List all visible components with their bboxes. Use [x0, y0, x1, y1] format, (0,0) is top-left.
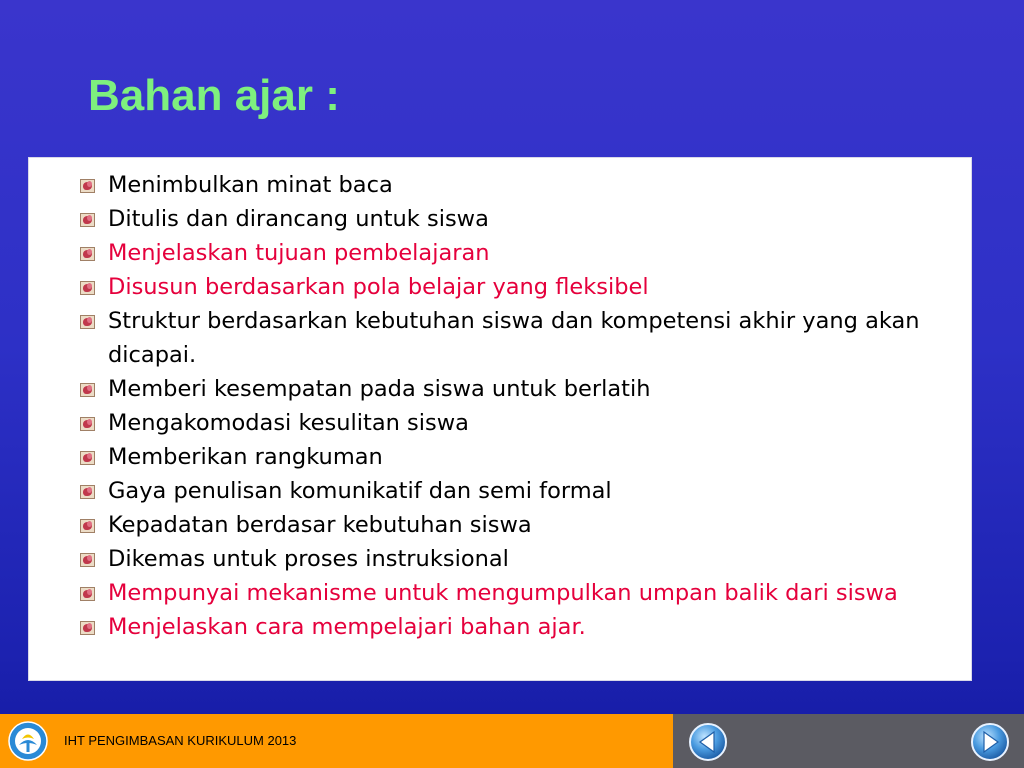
bullet-item — [29, 508, 951, 542]
bullet-text: Mengakomodasi kesulitan siswa — [108, 410, 469, 436]
bullet-item — [29, 474, 951, 508]
tut-wuri-handayani-logo-icon — [8, 721, 48, 761]
bullet-item — [29, 168, 951, 202]
flower-bullet-icon — [80, 451, 95, 465]
bullet-text: Memberikan rangkuman — [108, 444, 383, 470]
flower-bullet-icon — [80, 485, 95, 499]
bullet-text: Struktur berdasarkan kebutuhan siswa dan kompetensi akhir yang akan dicapai. — [108, 308, 920, 368]
previous-slide-button[interactable] — [688, 722, 728, 762]
bullet-item — [29, 542, 951, 576]
bullet-list — [29, 158, 971, 644]
footer-bar — [0, 714, 1024, 768]
bullet-item — [29, 406, 951, 440]
bullet-text: Kepadatan berdasar kebutuhan siswa — [108, 512, 532, 538]
bullet-text: Menjelaskan cara mempelajari bahan ajar. — [108, 614, 586, 640]
flower-bullet-icon — [80, 315, 95, 329]
flower-bullet-icon — [80, 621, 95, 635]
flower-bullet-icon — [80, 417, 95, 431]
bullet-text: Mempunyai mekanisme untuk mengumpulkan umpan balik dari siswa — [108, 580, 898, 606]
bullet-text: Disusun berdasarkan pola belajar yang fleksibel — [108, 274, 649, 300]
footer-label: IHT PENGIMBASAN KURIKULUM 2013 — [64, 733, 297, 748]
bullet-text: Memberi kesempatan pada siswa untuk berlatih — [108, 376, 651, 402]
footer-left-panel — [0, 714, 673, 768]
bullet-text: Menimbulkan minat baca — [108, 172, 393, 198]
bullet-text: Gaya penulisan komunikatif dan semi formal — [108, 478, 612, 504]
arrow-right-icon — [970, 722, 1010, 762]
flower-bullet-icon — [80, 281, 95, 295]
bullet-item — [29, 202, 951, 236]
flower-bullet-icon — [80, 247, 95, 261]
bullet-item — [29, 304, 951, 372]
bullet-text: Dikemas untuk proses instruksional — [108, 546, 509, 572]
slide-title: Bahan ajar : — [88, 71, 340, 120]
bullet-text: Menjelaskan tujuan pembelajaran — [108, 240, 490, 266]
bullet-item — [29, 576, 951, 610]
flower-bullet-icon — [80, 383, 95, 397]
arrow-left-icon — [688, 722, 728, 762]
flower-bullet-icon — [80, 587, 95, 601]
bullet-item — [29, 236, 951, 270]
flower-bullet-icon — [80, 213, 95, 227]
bullet-item — [29, 610, 951, 644]
bullet-item — [29, 372, 951, 406]
bullet-item — [29, 270, 951, 304]
content-box — [28, 157, 972, 681]
flower-bullet-icon — [80, 553, 95, 567]
flower-bullet-icon — [80, 179, 95, 193]
bullet-text: Ditulis dan dirancang untuk siswa — [108, 206, 489, 232]
bullet-item — [29, 440, 951, 474]
flower-bullet-icon — [80, 519, 95, 533]
next-slide-button[interactable] — [970, 722, 1010, 762]
